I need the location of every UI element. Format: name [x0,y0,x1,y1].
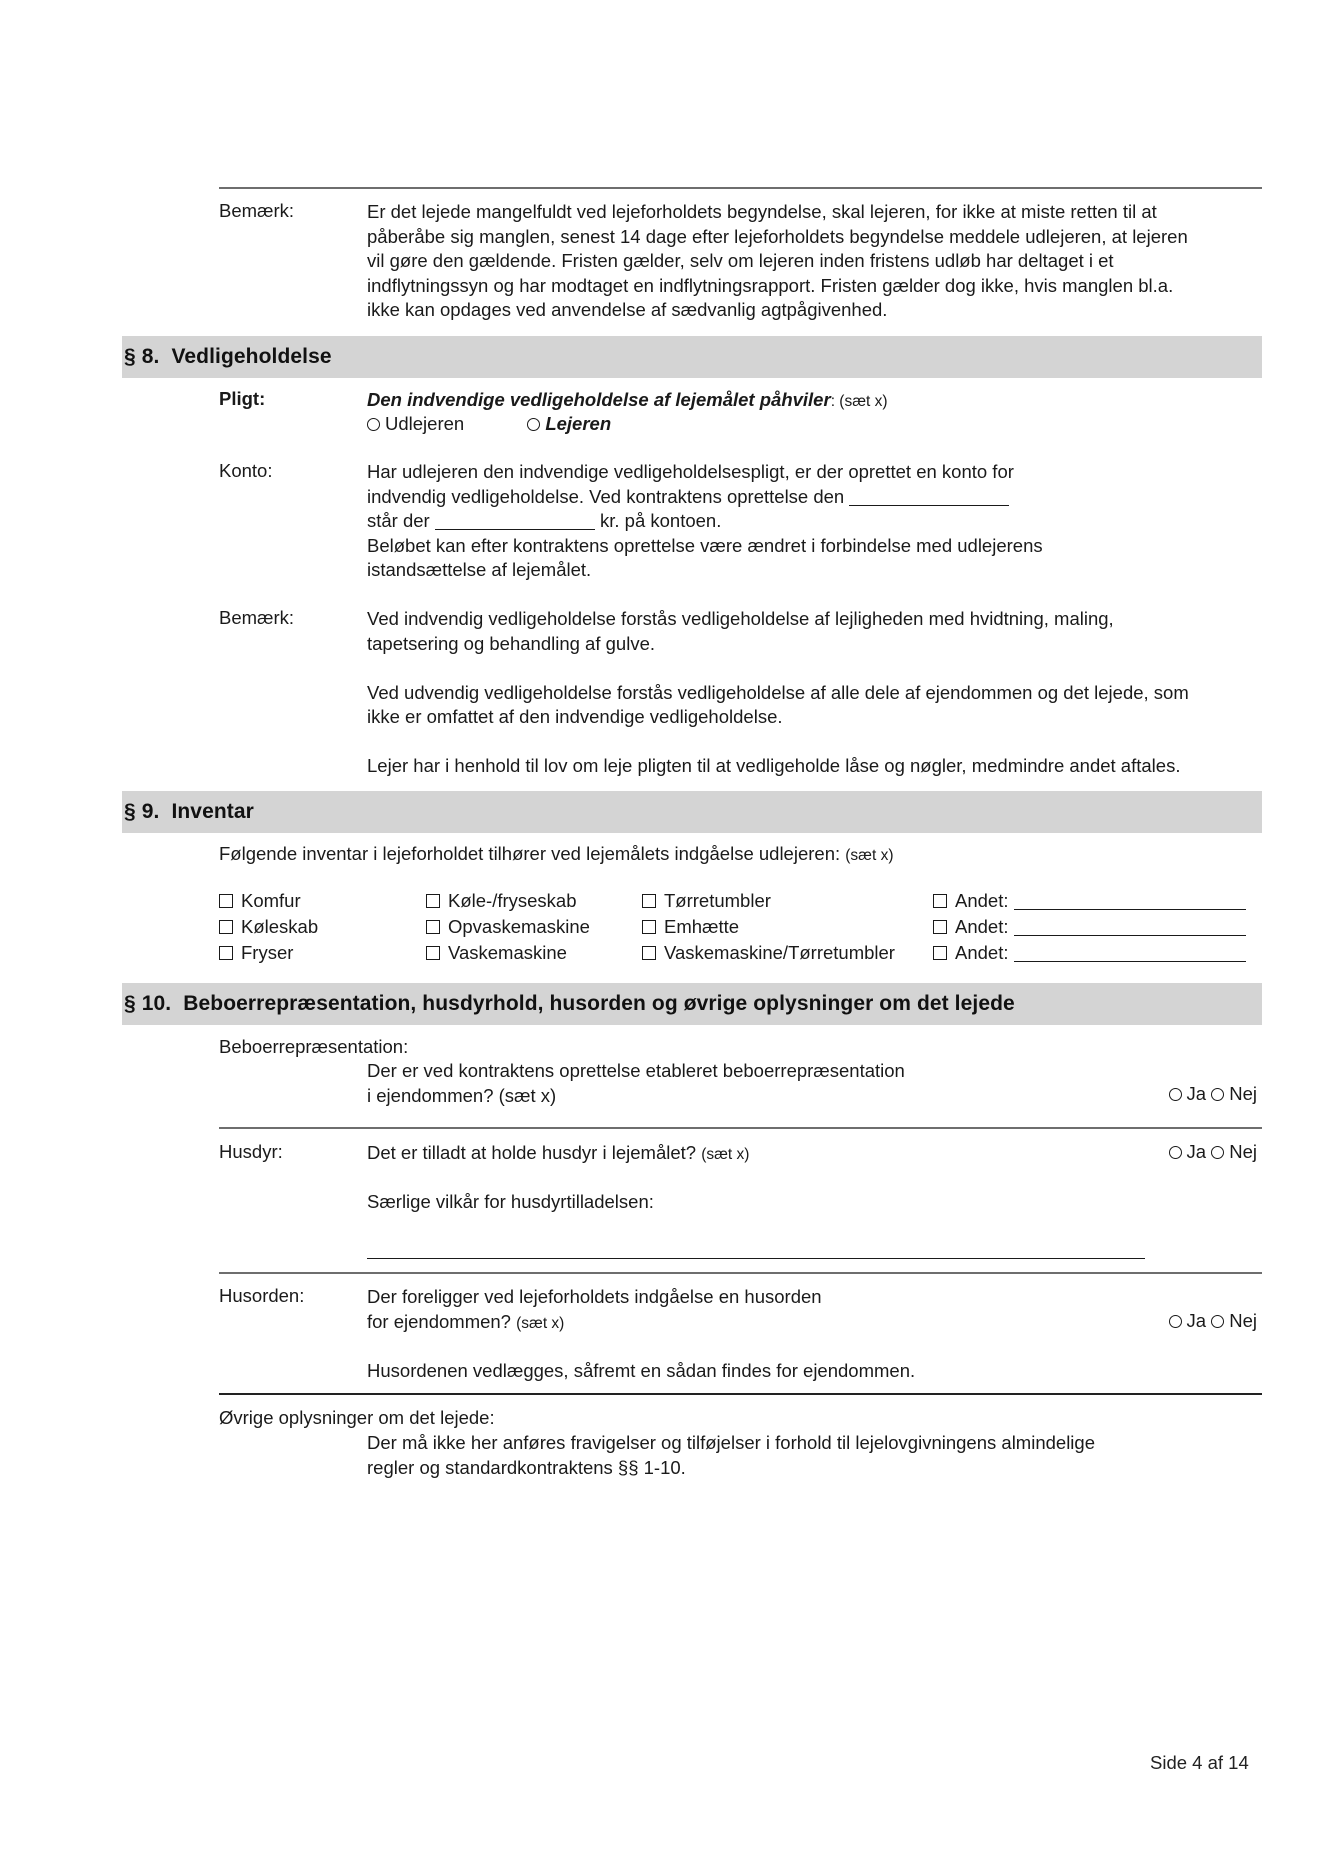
radio-label: Nej [1229,1310,1257,1331]
checkbox-icon[interactable] [933,920,947,934]
husdyr-question [367,1141,749,1168]
checkbox-icon[interactable] [219,946,233,960]
checkbox-icon[interactable] [933,946,947,960]
checkbox-icon[interactable] [642,920,656,934]
section-number: § 10. [124,992,172,1015]
konto-label: Konto: [219,460,273,481]
beboer-yes-no [1169,1083,1257,1105]
radio-udlejeren[interactable] [367,413,464,434]
divider [219,1272,1262,1274]
checkbox-label: Køleskab [241,916,319,937]
section-10-title [124,992,1015,1016]
checkbox-koleskab[interactable] [219,916,318,938]
husorden-line [367,1310,822,1337]
top-note-line: vil gøre den gældende. Fristen gælder, selv om lejeren inden fristens udløb har deltaget i et [367,250,1114,271]
husdyr-label: Husdyr: [219,1141,283,1162]
checkbox-torretumbler[interactable] [642,890,771,912]
checkbox-opvaskemaskine[interactable] [426,916,590,938]
radio-lejeren[interactable] [527,413,611,434]
radio-circle-icon[interactable] [367,418,380,431]
radio-label: Lejeren [545,413,612,434]
andet-field-2[interactable] [1014,917,1246,936]
other-info-line: regler og standardkontraktens §§ 1-10. [367,1456,686,1478]
husdyr-special-field[interactable] [367,1240,1145,1259]
checkbox-label: Andet: [955,916,1009,937]
radio-label: Ja [1186,1141,1207,1162]
note-line: Ved udvendig vedligeholdelse forstås vedligeholdelse af alle dele af ejendommen og det lejede, som [367,681,1189,703]
top-note-line: ikke kan opdages ved anvendelse af sædvanlig agtpågivenhed. [367,299,888,320]
beboer-line: Der er ved kontraktens oprettelse etableret beboerrepræsentation [367,1060,905,1081]
radio-circle-icon[interactable] [1169,1146,1182,1159]
radio-husdyr-nej[interactable] [1211,1141,1257,1162]
radio-circle-icon[interactable] [1169,1315,1182,1328]
top-divider [219,187,1262,189]
other-info-line: Der må ikke her anføres fravigelser og tilføjelser i forhold til lejelovgivningens almindelige [367,1432,1095,1453]
checkbox-label: Vaskemaskine [448,942,567,963]
husorden-line: Der foreligger ved lejeforholdets indgåelse en husorden [367,1286,822,1307]
husorden-yes-no [1169,1310,1257,1332]
beboer-line: i ejendommen? (sæt x) [367,1084,557,1106]
beboer-text [367,1059,905,1108]
section-8-note-label: Bemærk: [219,607,295,628]
other-info-text [367,1431,1095,1480]
radio-husdyr-ja[interactable] [1169,1141,1207,1162]
konto-text [367,460,1043,583]
inventar-intro-text: Følgende inventar i lejeforholdet tilhører ved lejemålets indgåelse udlejeren: [219,843,841,864]
husorden-text [367,1285,822,1336]
checkbox-icon[interactable] [219,920,233,934]
top-note-line: indflytningssyn og har modtaget en indflytningsrapport. Fristen gælder dog ikke, hvis manglen bl.a. [367,274,1174,296]
checkbox-label: Køle-/fryseskab [448,890,577,911]
checkbox-kole-fryseskab[interactable] [426,890,577,912]
konto-line-text: står der [367,510,430,531]
pligt-label: Pligt: [219,388,266,409]
section-title-text: Beboerrepræsentation, husdyrhold, husorden og øvrige oplysninger om det lejede [183,992,1015,1015]
top-note-line: påberåbe sig manglen, senest 14 dage efter lejeforholdets begyndelse meddele udlejeren, at lejeren [367,225,1188,247]
radio-circle-icon[interactable] [1211,1088,1224,1101]
andet-field-1[interactable] [1014,891,1246,910]
husorden-label: Husorden: [219,1285,305,1306]
radio-label: Nej [1229,1083,1257,1104]
checkbox-icon[interactable] [642,894,656,908]
checkbox-fryser[interactable] [219,942,293,964]
radio-beboer-ja[interactable] [1169,1083,1207,1104]
checkbox-andet-2[interactable] [933,916,1246,938]
checkbox-komfur[interactable] [219,890,301,912]
radio-beboer-nej[interactable] [1211,1083,1257,1104]
checkbox-label: Andet: [955,942,1009,963]
radio-circle-icon[interactable] [527,418,540,431]
radio-label: Ja [1186,1310,1207,1331]
page-number: Side 4 af 14 [1150,1752,1249,1773]
radio-label: Ja [1186,1083,1207,1104]
radio-circle-icon[interactable] [1211,1146,1224,1159]
husdyr-hint: (sæt x) [701,1146,750,1163]
top-note-label: Bemærk: [219,200,295,221]
checkbox-icon[interactable] [219,894,233,908]
checkbox-label: Komfur [241,890,301,911]
konto-line-amount [367,509,1043,534]
note-line: tapetsering og behandling af gulve. [367,632,655,654]
checkbox-vaskemaskine-torretumbler[interactable] [642,942,895,964]
section-number: § 8. [124,345,160,368]
checkbox-icon[interactable] [642,946,656,960]
konto-amount-field[interactable] [435,511,595,530]
pligt-question [367,388,888,415]
top-note-line: Er det lejede mangelfuldt ved lejeforholdets begyndelse, skal lejeren, for ikke at miste retten til at [367,201,1157,222]
checkbox-label: Tørretumbler [664,890,771,911]
konto-line-text: indvendig vedligeholdelse. Ved kontraktens oprettelse den [367,485,845,507]
section-number: § 9. [124,800,160,823]
konto-line: istandsættelse af lejemålet. [367,559,592,580]
konto-line: Har udlejeren den indvendige vedligeholdelsespligt, er der oprettet en konto for [367,461,1014,482]
pligt-question-text: Den indvendige vedligeholdelse af lejemålet påhviler [367,389,831,410]
radio-husorden-nej[interactable] [1211,1310,1257,1331]
checkbox-label: Vaskemaskine/Tørretumbler [664,942,895,963]
husdyr-special-label: Særlige vilkår for husdyrtilladelsen: [367,1191,654,1212]
radio-label: Nej [1229,1141,1257,1162]
section-9-header-bar [122,791,1262,833]
section-8-title [124,345,332,369]
husdyr-yes-no [1169,1141,1257,1163]
radio-circle-icon[interactable] [1211,1315,1224,1328]
note-line: Ved indvendig vedligeholdelse forstås vedligeholdelse af lejligheden med hvidtning, maling, [367,608,1114,629]
checkbox-label: Fryser [241,942,294,963]
inventar-intro [219,843,893,865]
husorden-line-text: for ejendommen? [367,1310,511,1332]
divider [219,1127,1262,1129]
checkbox-emhaette[interactable] [642,916,739,938]
radio-circle-icon[interactable] [1169,1088,1182,1101]
section-8-note-text [367,607,1189,779]
husorden-hint: (sæt x) [516,1314,565,1332]
husorden-note: Husordenen vedlægges, såfremt en sådan findes for ejendommen. [367,1360,916,1381]
note-line: Lejer har i henhold til lov om leje pligten til at vedligeholde låse og nøgler, medmindre andet aftales. [367,755,1181,776]
checkbox-icon[interactable] [426,894,440,908]
radio-label: Udlejeren [385,413,465,434]
pligt-hint: : (sæt x) [830,393,888,410]
checkbox-label: Andet: [955,890,1009,911]
checkbox-vaskemaskine[interactable] [426,942,567,964]
checkbox-label: Emhætte [664,916,740,937]
checkbox-andet-1[interactable] [933,890,1246,912]
beboer-label: Beboerrepræsentation: [219,1036,409,1057]
note-line: ikke er omfattet af den indvendige vedligeholdelse. [367,706,783,727]
section-9-title [124,800,254,824]
divider [219,1393,1262,1395]
checkbox-label: Opvaskemaskine [448,916,590,937]
checkbox-andet-3[interactable] [933,942,1246,964]
radio-husorden-ja[interactable] [1169,1310,1207,1331]
konto-line-text: kr. på kontoen. [600,510,722,531]
andet-field-3[interactable] [1014,943,1246,962]
husdyr-question-text: Det er tilladt at holde husdyr i lejemålet? [367,1142,697,1163]
konto-line: Beløbet kan efter kontraktens oprettelse være ændret i forbindelse med udlejerens [367,534,1043,556]
konto-line-date [367,485,1043,510]
checkbox-icon[interactable] [933,894,947,908]
top-note-text [367,200,1188,323]
inventar-hint: (sæt x) [845,847,894,864]
section-title-text: Inventar [171,800,254,823]
other-info-label: Øvrige oplysninger om det lejede: [219,1407,495,1428]
section-title-text: Vedligeholdelse [171,345,332,368]
pligt-options [367,412,611,437]
checkbox-icon[interactable] [426,920,440,934]
checkbox-icon[interactable] [426,946,440,960]
konto-date-field[interactable] [849,487,1009,506]
